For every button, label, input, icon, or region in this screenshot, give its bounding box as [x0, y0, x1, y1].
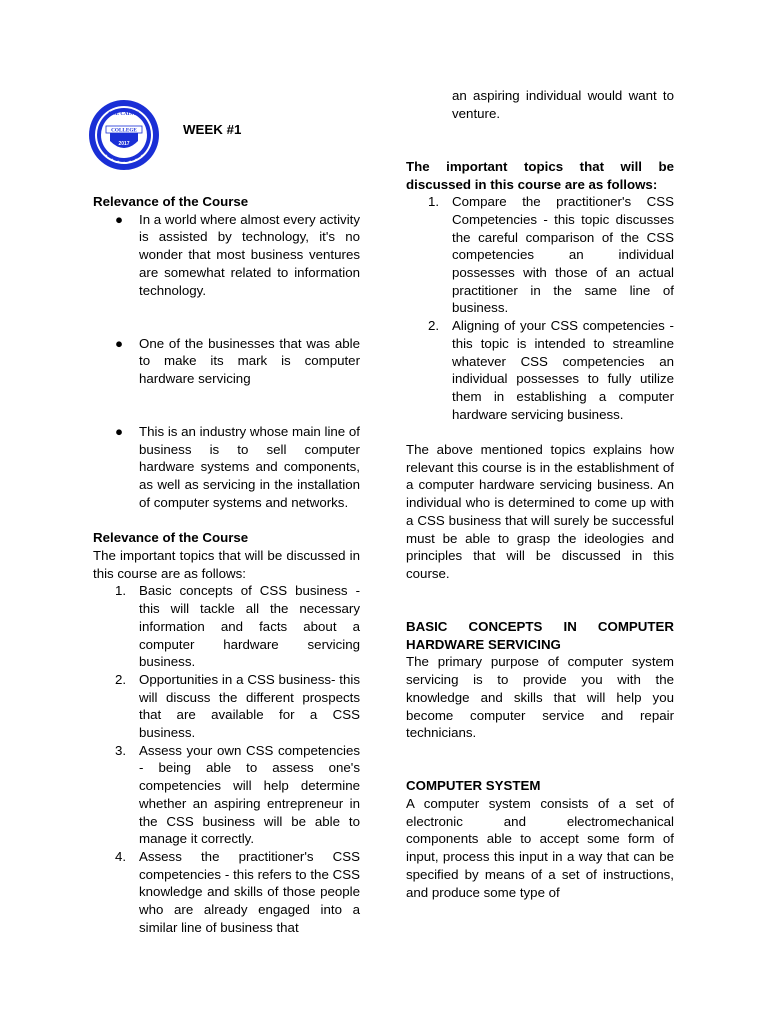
- bullet-list: [93, 211, 360, 512]
- summary-paragraph: The above mentioned topics explains how relevant this course is in the establishment of a computer hardware servicing business. An individual who is determined to come up with a CSS business that will surely be successful must be able to grasp the ideologies and principles that will be discussed in this course.: [406, 442, 674, 581]
- svg-text:ONE CAINTA: ONE CAINTA: [108, 112, 140, 117]
- list-item: 4. Assess the practitioner's CSS competencies - this refers to the CSS knowledge and skills of those people who are already engaged into a similar line of business that: [115, 848, 360, 935]
- svg-text:COLLEGE: COLLEGE: [111, 127, 137, 134]
- spacer: [93, 388, 360, 406]
- basic-concepts-heading: BASIC CONCEPTS IN COMPUTER HARDWARE SERVICING: [406, 619, 674, 652]
- topics-list: [406, 193, 674, 423]
- svg-text:★: ★: [104, 153, 108, 158]
- week-label: WEEK #1: [183, 122, 242, 137]
- spacer: [406, 742, 674, 777]
- bullet-icon: ●: [115, 335, 124, 351]
- list-item: 1. Basic concepts of CSS business - this will tackle all the necessary information and facts about a computer hardware servicing business.: [115, 583, 360, 670]
- bullet-icon: ●: [115, 424, 124, 440]
- list-item: 2. Aligning of your CSS competencies - this topic is intended to streamline whatever CSS competencies an individual possesses to fully utilize them in establishing a computer hardware servicing business.: [428, 318, 674, 422]
- list-item: ● In a world where almost every activity is assisted by technology, it's no wonder that most business ventures are somewhat related to information technology.: [115, 211, 360, 298]
- svg-text:2017: 2017: [118, 141, 130, 147]
- basic-concepts-paragraph: The primary purpose of computer system servicing is to provide you with the knowledge and skills that will help you become computer service and repair technicians.: [406, 654, 674, 741]
- list-item: 2. Opportunities in a CSS business- this will discuss the different prospects that are available for a CSS business.: [115, 671, 360, 741]
- spacer: [93, 299, 360, 317]
- numbered-list: [93, 582, 360, 936]
- list-item: ● This is an industry whose main line of business is to sell computer hardware systems and components, as well as servicing in the installation of computer systems and networks.: [115, 424, 360, 510]
- computer-system-paragraph: A computer system consists of a set of electronic and electromechanical components able to accept some form of input, process this input in a way that can be specified by means of a set of instructions, and produce some type of: [406, 796, 674, 900]
- svg-text:★: ★: [110, 157, 114, 162]
- bullet-icon: ●: [115, 211, 124, 227]
- spacer: [406, 583, 674, 618]
- svg-text:★: ★: [116, 159, 120, 164]
- list-item: 3. Assess your own CSS competencies - being able to assess one's competencies will help determine whether an aspiring entrepreneur in the CSS business will be able to manage it correctly.: [115, 742, 360, 847]
- right-column: [406, 87, 674, 901]
- svg-text:★: ★: [140, 153, 144, 158]
- spacer: [406, 122, 674, 157]
- spacer: [93, 512, 360, 530]
- list-item: ● One of the businesses that was able to make its mark is computer hardware servicing: [115, 335, 360, 386]
- computer-system-heading: COMPUTER SYSTEM: [406, 778, 541, 794]
- svg-text:★: ★: [134, 157, 138, 162]
- list-item: 1. Compare the practitioner's CSS Competencies - this topic discusses the careful comparison of the CSS competencies an individual possesses with those of an actual practitioner in the same line of business.: [428, 194, 674, 316]
- list-item-continuation: an aspiring individual would want to venture.: [452, 88, 674, 121]
- spacer: [93, 405, 360, 423]
- intro-paragraph: The important topics that will be discussed in this course are as follows:: [93, 547, 360, 581]
- topics-heading: The important topics that will be discussed in this course are as follows:: [406, 158, 674, 192]
- svg-text:★: ★: [128, 159, 132, 164]
- svg-text:★: ★: [122, 160, 126, 165]
- spacer: [406, 423, 674, 441]
- left-column: [93, 193, 360, 936]
- section-heading-relevance: Relevance of the Course: [93, 194, 249, 209]
- section-heading-relevance-2: Relevance of the Course: [93, 530, 249, 546]
- spacer: [93, 317, 360, 335]
- continuation-block: [406, 87, 674, 122]
- college-seal-logo: [88, 99, 160, 171]
